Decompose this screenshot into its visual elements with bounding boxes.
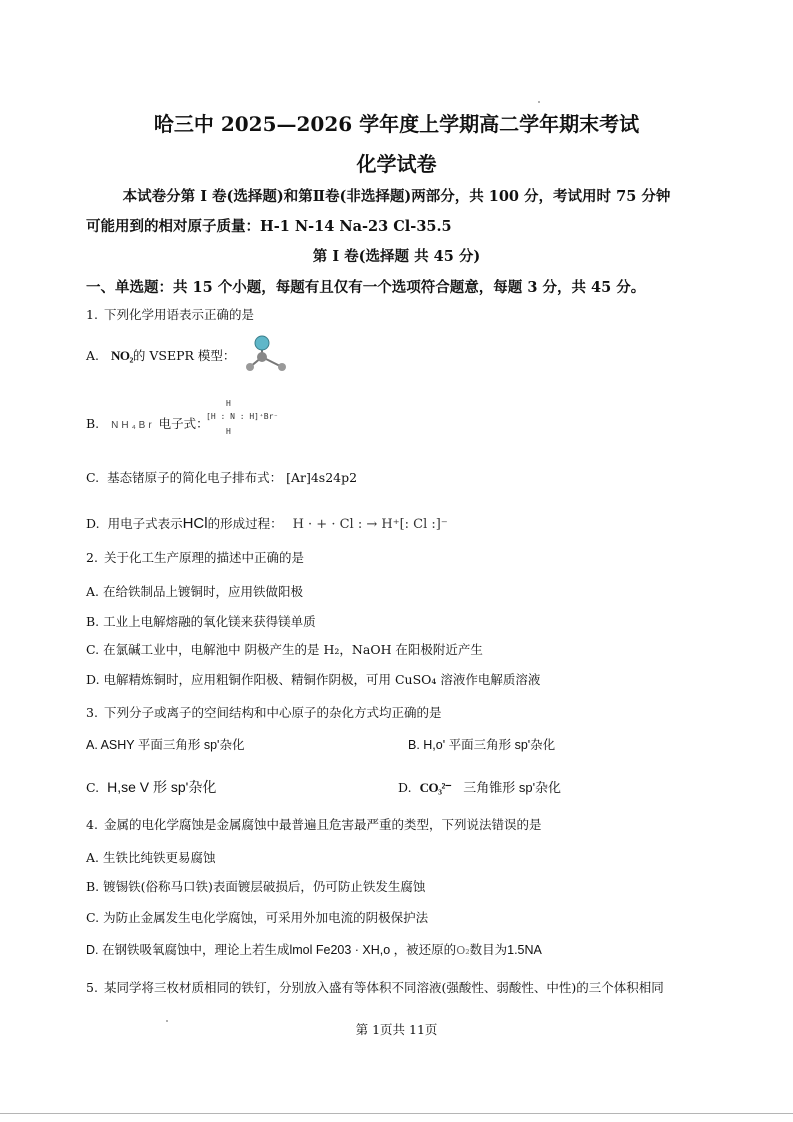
question-number: 3. <box>86 705 98 720</box>
section-heading: 一、单选题：共 15 个小题，每题有且仅有一个选项符合题意，每题 3 分，共 45 分。 <box>86 279 646 296</box>
question-3-option-c <box>86 777 216 797</box>
question-number: 5. <box>86 980 98 995</box>
question-3-option-a: A. ASHY 平面三角形 sp'杂化 <box>86 738 245 752</box>
question-number: 2. <box>86 550 98 565</box>
option-text: 数目为1.5NA <box>469 943 542 957</box>
question-4-stem <box>86 815 541 833</box>
question-1-option-b <box>86 414 209 432</box>
question-2-option-d: D. 电解精炼铜时，应用粗铜作阳极、精铜作阴极，可用 CuSO₄ 溶液作电解质溶液 <box>86 672 541 687</box>
question-4-option-d <box>86 940 542 958</box>
option-label: A. <box>86 348 100 363</box>
question-2-option-c: C. 在氯碱工业中，电解池中 阴极产生的是 H₂，NaOH 在阳极附近产生 <box>86 642 483 657</box>
option-label: B. <box>86 416 100 431</box>
hcl-formation-process: H · + · Cl : → H⁺[: Cl :]⁻ <box>292 517 448 532</box>
question-text: 金属的电化学腐蚀是金属腐蚀中最普遍且危害最严重的类型，下列说法错误的是 <box>103 817 542 832</box>
question-number: 4. <box>86 817 98 832</box>
question-text: 关于化工生产原理的描述中正确的是 <box>103 550 304 565</box>
question-3-stem <box>86 703 441 721</box>
question-2-option-a: A. 在给铁制品上镀铜时，应用铁做阳极 <box>86 584 303 599</box>
option-text: D. 在钢铁吸氧腐蚀中，理论上若生成lmol Fe203 · XH,o ，被还原的 <box>86 943 457 957</box>
question-2-stem <box>86 548 304 566</box>
question-text: 下列化学用语表示正确的是 <box>103 307 254 322</box>
question-number: 1. <box>86 307 98 322</box>
option-label: C. <box>86 780 100 795</box>
option-text: 基态锗原子的简化电子排布式： [Ar]4s24p2 <box>107 470 358 485</box>
exam-subtitle: 化学试卷 <box>356 152 437 176</box>
option-text: 三角锥形 sp'杂化 <box>463 780 562 795</box>
question-1-stem <box>86 305 254 323</box>
question-4-option-a: A. 生铁比纯铁更易腐蚀 <box>86 850 216 865</box>
question-text: 下列分子或离子的空间结构和中心原子的杂化方式均正确的是 <box>103 705 442 720</box>
question-1-option-d <box>86 514 448 532</box>
page-footer: 第 1页共 11页 <box>355 1022 438 1037</box>
option-text: 电子式： <box>158 416 209 431</box>
part-one-heading: 第 Ⅰ 卷(选择题 共 45 分) <box>312 248 481 265</box>
question-3-option-b: B. H,o' 平面三角形 sp'杂化 <box>408 738 556 752</box>
option-label: D. <box>86 516 100 531</box>
option-label: D. <box>398 780 412 795</box>
electron-formula-bottom: H <box>226 427 231 436</box>
bottom-divider <box>0 1113 793 1114</box>
atomic-masses: 可能用到的相对原子质量：H-1 N-14 Na-23 Cl-35.5 <box>86 218 452 235</box>
o2-formula: O₂ <box>456 944 470 957</box>
scan-speck <box>538 101 540 103</box>
electron-formula-top: H <box>226 399 231 408</box>
question-1-option-a <box>86 346 235 364</box>
question-4-option-c: C. 为防止金属发生电化学腐蚀，可采用外加电流的阴极保护法 <box>86 910 429 925</box>
option-text: 的形成过程： <box>207 516 283 531</box>
option-label: C. <box>86 470 100 485</box>
question-1-option-c <box>86 468 357 486</box>
option-text: 的 VSEPR 模型： <box>132 348 236 363</box>
nh4br-formula: NH₄Br <box>111 420 155 431</box>
question-4-option-b: B. 镀锡铁(俗称马口铁)表面镀层破损后，仍可防止铁发生腐蚀 <box>86 879 426 894</box>
question-text: 某同学将三枚材质相同的铁钉，分别放入盛有等体积不同溶液(强酸性、弱酸性、中性)的三个体积相同 <box>103 980 664 995</box>
question-5-stem <box>86 978 664 996</box>
question-3-option-d <box>398 777 561 796</box>
hcl-text: HCl <box>182 515 208 532</box>
question-2-option-b: B. 工业上电解熔融的氧化镁来获得镁单质 <box>86 614 316 629</box>
exam-title: 哈三中 2025—2026 学年度上学期高二学年期末考试 <box>153 112 640 136</box>
nh4br-electron-formula: [H : N : H]⁺Br⁻ <box>206 412 279 421</box>
no2-formula: NO₂ <box>111 348 133 363</box>
option-text: 用电子式表示 <box>107 516 183 531</box>
option-text: H,se V 形 sp'杂化 <box>107 779 217 795</box>
exam-intro: 本试卷分第 Ⅰ 卷(选择题)和第Ⅱ卷(非选择题)两部分，共 100 分，考试用时 75 分钟 <box>122 188 671 205</box>
vsepr-model-icon <box>244 333 290 375</box>
co3-formula: CO₃²⁻ <box>419 780 452 795</box>
